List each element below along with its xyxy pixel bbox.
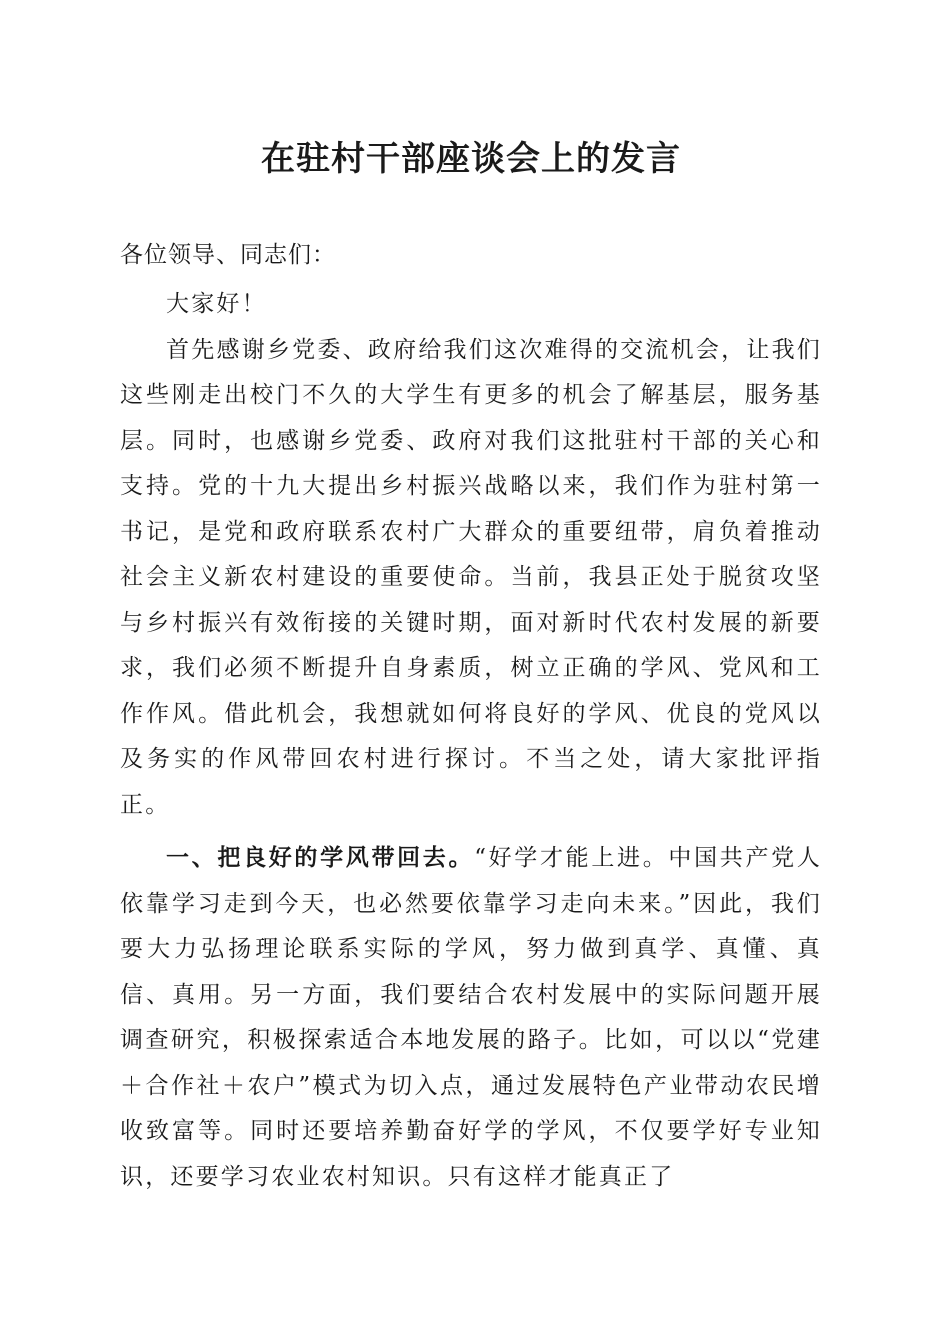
document-title: 在驻村干部座谈会上的发言	[261, 139, 681, 179]
salutation: 各位领导、同志们：	[120, 242, 336, 268]
document-body	[120, 282, 822, 1200]
section-1-body: “好学才能上进。中国共产党人依靠学习走到今天，也必然要依靠学习走向未来。”因此，我们要大力弘扬理论联系实际的学风，努力做到真学、真懂、真信、真用。另一方面，我们要结合农村发展中的实际问题开展调查研究，积极探索适合本地发展的路子。比如，可以以“党建＋合作社＋农户”模式为切入点，通过发展特色产业带动农民增收致富等。同时还要培养勤奋好学的学风，不仅要学好专业知识，还要学习农业农村知识。只有这样才能真正了	[120, 845, 823, 1190]
intro-paragraph: 首先感谢乡党委、政府给我们这次难得的交流机会，让我们这些刚走出校门不久的大学生有更多的机会了解基层，服务基层。同时，也感谢乡党委、政府对我们这批驻村干部的关心和支持。党的十九大提出乡村振兴战略以来，我们作为驻村第一书记，是党和政府联系农村广大群众的重要纽带，肩负着推动社会主义新农村建设的重要使命。当前，我县正处于脱贫攻坚与乡村振兴有效衔接的关键时期，面对新时代农村发展的新要求，我们必须不断提升自身素质，树立正确的学风、党风和工作作风。借此机会，我想就如何将良好的学风、优良的党风以及务实的作风带回农村进行探讨。不当之处，请大家批评指正。	[120, 336, 822, 818]
greeting: 大家好！	[166, 291, 267, 317]
section-1-paragraph	[120, 836, 822, 1200]
section-1-heading: 一、把良好的学风带回去。	[166, 845, 475, 871]
